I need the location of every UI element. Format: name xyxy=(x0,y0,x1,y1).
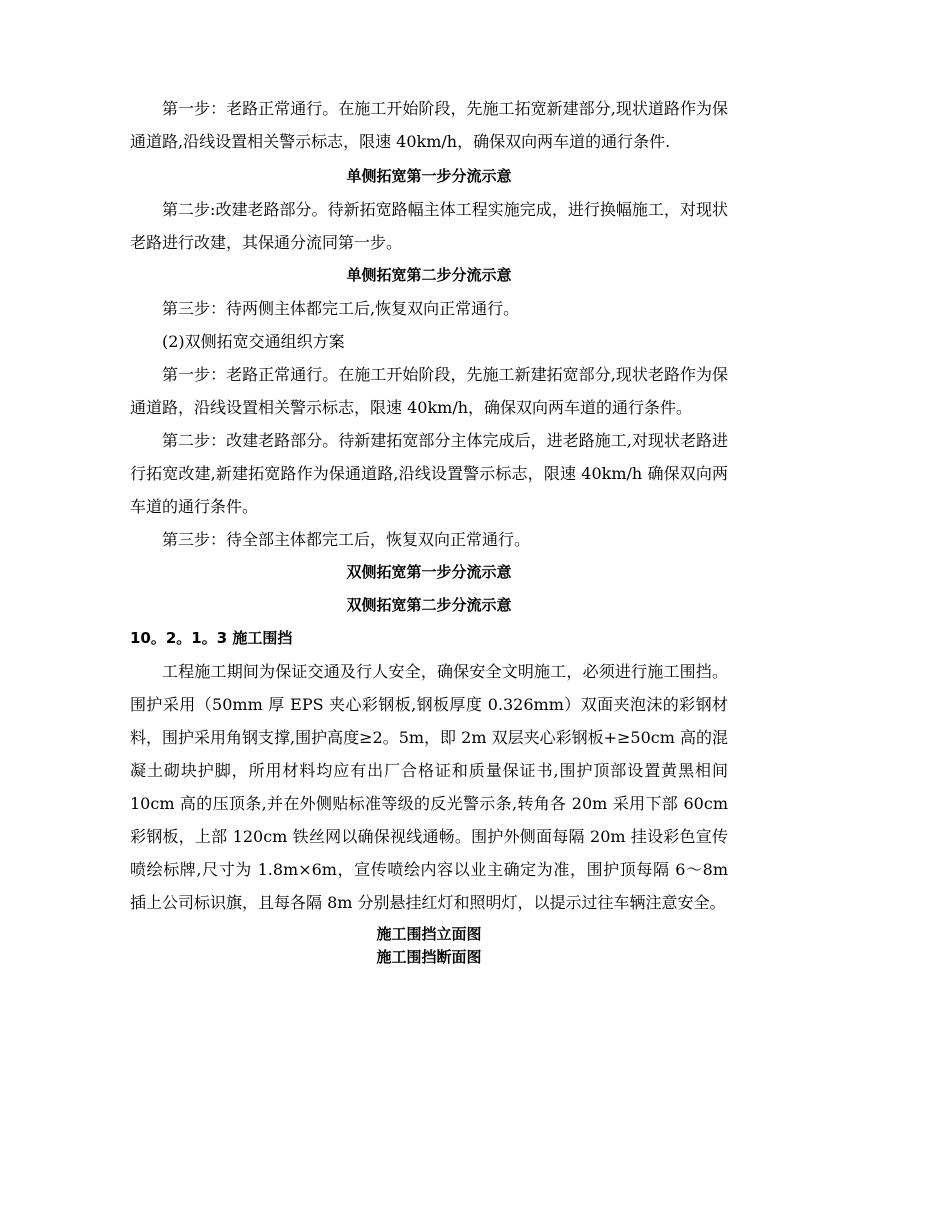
fence-body-paragraph: 工程施工期间为保证交通及行人安全，确保安全文明施工，必须进行施工围挡。围护采用（50mm 厚 EPS 夹心彩钢板,钢板厚度 0.326mm）双面夹泡沫的彩钢材料，围护采用角钢支撑,围护高度≥2。5m，即 2m 双层夹心彩钢板+≥50cm 高的混凝土砌块护脚，所用材料均应有出厂合格证和质量保证书,围护顶部设置黄黑相间 10cm 高的压顶条,并在外侧贴标准等级的反光警示条,转角各 20m 采用下部 60cm 彩钢板，上部 120cm 铁丝网以确保视线通畅。围护外侧面每隔 20m 挂设彩色宣传喷绘标牌,尺寸为 1.8m×6m，宣传喷绘内容以业主确定为准，围护顶每隔 6～8m 插上公司标识旗，且每各隔 8m 分别悬挂红灯和照明灯，以提示过往车辆注意安全。 xyxy=(130,662,728,912)
fence-section-heading: 10。2。1。3 施工围挡 xyxy=(130,629,293,647)
single-step2-paragraph: 第二步:改建老路部分。待新拓宽路幅主体工程实施完成，进行换幅施工，对现状老路进行改建，其保通分流同第一步。 xyxy=(130,200,728,252)
double-step2-paragraph: 第二步：改建老路部分。待新建拓宽部分主体完成后，进老路施工,对现状老路进行拓宽改建,新建拓宽路作为保通道路,沿线设置警示标志，限速 40km/h 确保双向两车道的通行条件。 xyxy=(130,431,728,516)
double-widening-title: (2)双侧拓宽交通组织方案 xyxy=(162,332,345,351)
double-step1-caption: 双侧拓宽第一步分流示意 xyxy=(346,563,512,581)
single-step3-paragraph: 第三步：待两侧主体都完工后,恢复双向正常通行。 xyxy=(162,299,520,318)
double-step1-paragraph: 第一步：老路正常通行。在施工开始阶段，先施工新建拓宽部分,现状老路作为保通道路，沿线设置相关警示标志，限速 40km/h，确保双向两车道的通行条件。 xyxy=(130,365,728,417)
single-step1-caption: 单侧拓宽第一步分流示意 xyxy=(346,167,512,185)
fence-section-caption: 施工围挡断面图 xyxy=(376,948,482,966)
double-step3-paragraph: 第三步：待全部主体都完工后，恢复双向正常通行。 xyxy=(162,530,531,549)
fence-figure-captions xyxy=(130,923,728,969)
single-step1-paragraph: 第一步：老路正常通行。在施工开始阶段，先施工拓宽新建部分,现状道路作为保通道路,沿线设置相关警示标志，限速 40km/h，确保双向两车道的通行条件. xyxy=(130,99,728,151)
double-step2-caption: 双侧拓宽第二步分流示意 xyxy=(346,596,512,614)
single-step2-caption: 单侧拓宽第二步分流示意 xyxy=(346,266,512,284)
document-page xyxy=(130,92,728,969)
fence-elevation-caption: 施工围挡立面图 xyxy=(376,925,482,943)
